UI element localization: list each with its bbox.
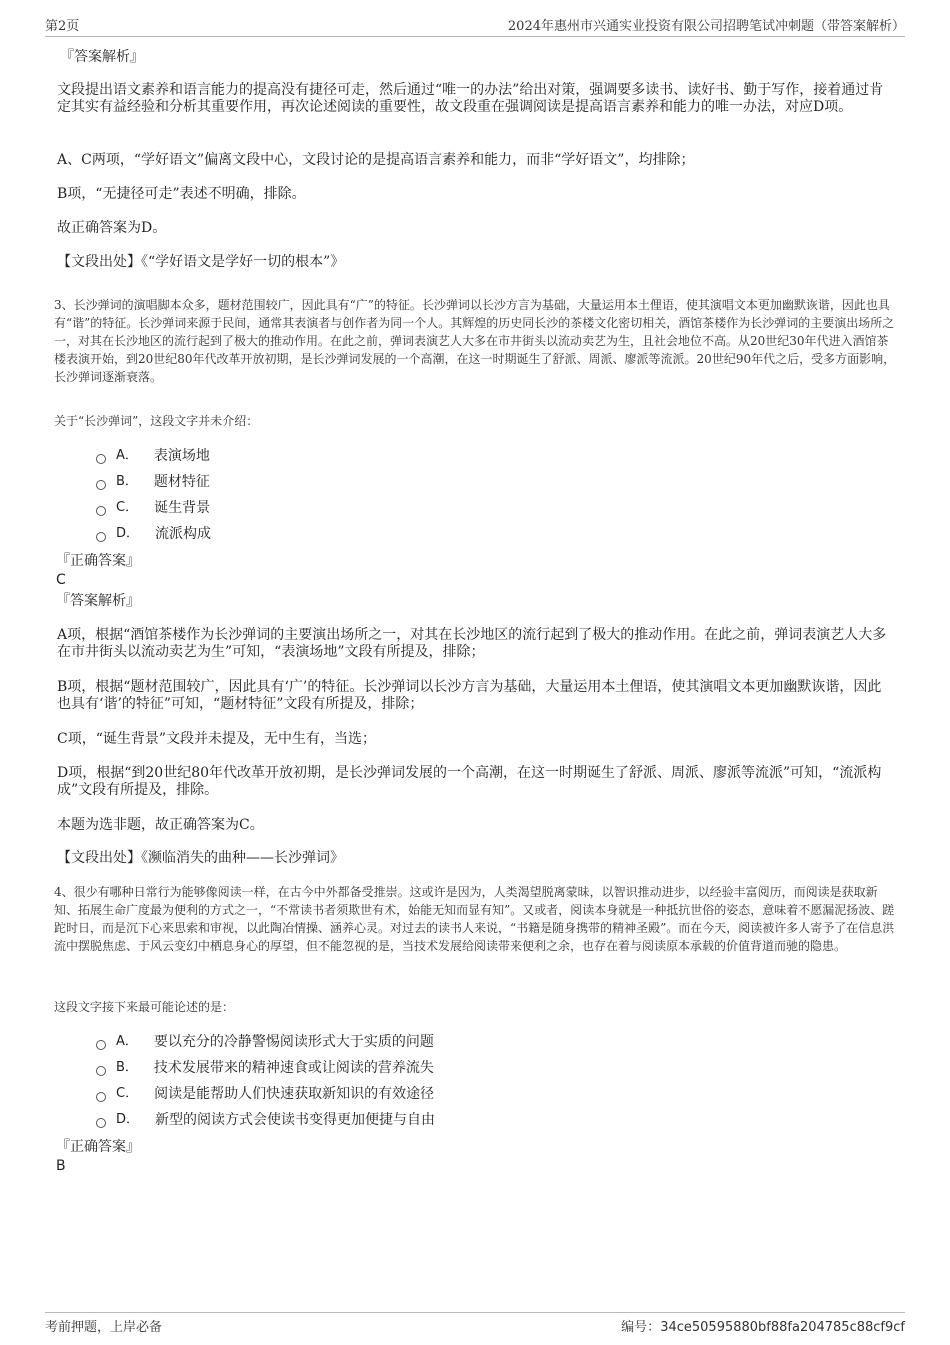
footer-code <box>621 1316 905 1335</box>
radio-icon[interactable] <box>96 1040 106 1050</box>
radio-icon[interactable] <box>96 1118 106 1128</box>
q3-answer: C <box>56 572 66 588</box>
q3-answer-label: 『正确答案』 <box>56 553 140 569</box>
option-letter: A． <box>116 448 138 463</box>
option-letter: D． <box>116 526 140 541</box>
q2-analysis-p4: 故正确答案为D。 <box>57 220 167 236</box>
option-letter: D． <box>116 1112 140 1127</box>
q2-analysis-p2: A、C两项，“学好语文”偏离文段中心，文段讨论的是提高语言素养和能力，而非“学好语文”，均排除； <box>57 152 695 168</box>
q3-analysis-b: B项，根据“题材范围较广，因此具有‘广’的特征。长沙弹词以长沙方言为基础，大量运用本土俚语，使其演唱文本更加幽默诙谐，因此也具有‘谐’的特征”可知，“题材特征”文段有所提及，排除； <box>57 679 882 712</box>
option-letter: B． <box>116 474 138 489</box>
q3-option-a[interactable] <box>96 447 210 465</box>
q4-option-b[interactable] <box>96 1059 434 1077</box>
page-footer <box>45 1312 905 1335</box>
q3-source: 【文段出处】《濒临消失的曲种——长沙弹词》 <box>57 850 344 866</box>
q3-analysis-label: 『答案解析』 <box>56 593 140 609</box>
radio-icon[interactable] <box>96 480 106 490</box>
option-text: 题材特征 <box>153 474 210 490</box>
q3-analysis-d: D项，根据“到20世纪80年代改革开放初期，是长沙弹词发展的一个高潮，在这一时期诞生了舒派、周派、廖派等流派”可知，“流派构成”文段有所提及，排除。 <box>57 765 882 798</box>
q2-analysis-label: 『答案解析』 <box>60 49 144 65</box>
option-text: 要以充分的冷静警惕阅读形式大于实质的问题 <box>153 1034 434 1050</box>
option-text: 新型的阅读方式会使读书变得更加便捷与自由 <box>155 1112 436 1128</box>
q4-answer-label: 『正确答案』 <box>56 1139 140 1155</box>
radio-icon[interactable] <box>96 1092 106 1102</box>
footer-slogan: 考前押题，上岸必备 <box>45 1320 163 1335</box>
q3-analysis-a: A项，根据“酒馆茶楼作为长沙弹词的主要演出场所之一，对其在长沙地区的流行起到了极大的推动作用。在此之前，弹词表演艺人大多在市井街头以流动卖艺为生”可知，“表演场地”文段有所提及，排除； <box>57 627 887 660</box>
q4-stem: 这段文字接下来最可能论述的是： <box>54 1000 235 1014</box>
option-letter: A． <box>116 1034 138 1049</box>
radio-icon[interactable] <box>96 532 106 542</box>
footer-code-value: 34ce50595880bf88fa204785c88cf9cf <box>660 1320 905 1335</box>
q4-option-c[interactable] <box>96 1085 434 1103</box>
q4-answer: B <box>56 1158 66 1174</box>
page-header <box>45 12 905 37</box>
q2-analysis-p1: 文段提出语文素养和语言能力的提高没有捷径可走，然后通过“唯一的办法”给出对策，强调要多读书、读好书、勤于写作，接着通过肯定其实有益经验和分析其重要作用，再次论述阅读的重要性，故文段重在强调阅读是提高语言素养和能力的唯一办法，对应D项。 <box>57 82 884 115</box>
q3-analysis-c: C项，“诞生背景”文段并未提及，无中生有，当选； <box>57 731 377 747</box>
q3-stem: 关于“长沙弹词”，这段文字并未介绍： <box>54 414 259 428</box>
radio-icon[interactable] <box>96 454 106 464</box>
option-text: 流派构成 <box>155 526 212 542</box>
option-letter: C． <box>116 1086 139 1101</box>
q4-option-d[interactable] <box>96 1111 435 1129</box>
q3-conclusion: 本题为选非题，故正确答案为C。 <box>57 817 264 833</box>
q3-passage: 3、长沙弹词的演唱脚本众多，题材范围较广，因此具有“广”的特征。长沙弹词以长沙方言为基础，大量运用本土俚语，使其演唱文本更加幽默诙谐，因此也具有“谐”的特征。长沙弹词来源于民间，通常其表演者与创作者为同一个人。其辉煌的历史同长沙的茶楼文化密切相关，酒馆茶楼作为长沙弹词的主要演出场所之一，对其在长沙地区的流行起到了极大的推动作用。在此之前，弹词表演艺人大多在市井街头以流动卖艺为生，且社会地位不高。从20世纪30年代进入酒馆茶楼表演开始，到20世纪80年代改革开放初期，是长沙弹词发展的一个高潮，在这一时期诞生了舒派、周派、廖派等流派。20世纪90年代之后，受多方面影响，长沙弹词逐渐衰落。 <box>54 298 896 384</box>
q2-analysis-p3: B项，“无捷径可走”表述不明确，排除。 <box>57 186 306 202</box>
radio-icon[interactable] <box>96 506 106 516</box>
q3-option-b[interactable] <box>96 473 210 491</box>
footer-code-label: 编号： <box>621 1320 661 1335</box>
option-letter: C． <box>116 500 139 515</box>
option-text: 阅读是能帮助人们快速获取新知识的有效途径 <box>154 1086 435 1102</box>
document-title: 2024年惠州市兴通实业投资有限公司招聘笔试冲刺题（带答案解析） <box>507 19 905 34</box>
page-number: 第2页 <box>45 19 80 34</box>
option-text: 表演场地 <box>153 448 210 464</box>
q4-option-a[interactable] <box>96 1033 434 1051</box>
radio-icon[interactable] <box>96 1066 106 1076</box>
option-text: 诞生背景 <box>154 500 211 516</box>
q2-source: 【文段出处】《“学好语文是学好一切的根本”》 <box>57 254 345 270</box>
option-text: 技术发展带来的精神速食或让阅读的营养流失 <box>153 1060 434 1076</box>
q3-option-d[interactable] <box>96 525 211 543</box>
q4-passage: 4、很少有哪种日常行为能够像阅读一样，在古今中外都备受推崇。这或许是因为，人类渴望脱离蒙昧，以智识推动进步，以经验丰富阅历，而阅读是获取新知、拓展生命广度最为便利的方式之一，“不常读书者须欺世有术，始能无知而显有知”。又或者，阅读本身就是一种抵抗世俗的姿态，意味着不愿漏泥扬波、蹉跎时日，而是沉下心来思索和审视，以此陶冶情操、涵养心灵。对过去的读书人来说，“书籍是随身携带的精神圣殿”。而在今天，阅读被许多人寄予了在信息洪流中摆脱焦虑、于风云变幻中栖息身心的厚望，但不能忽视的是，当技术发展给阅读带来便利之余，也存在着与阅读原本承载的价值背道而驰的隐患。 <box>54 885 895 953</box>
option-letter: B． <box>116 1060 138 1075</box>
q3-option-c[interactable] <box>96 499 210 517</box>
